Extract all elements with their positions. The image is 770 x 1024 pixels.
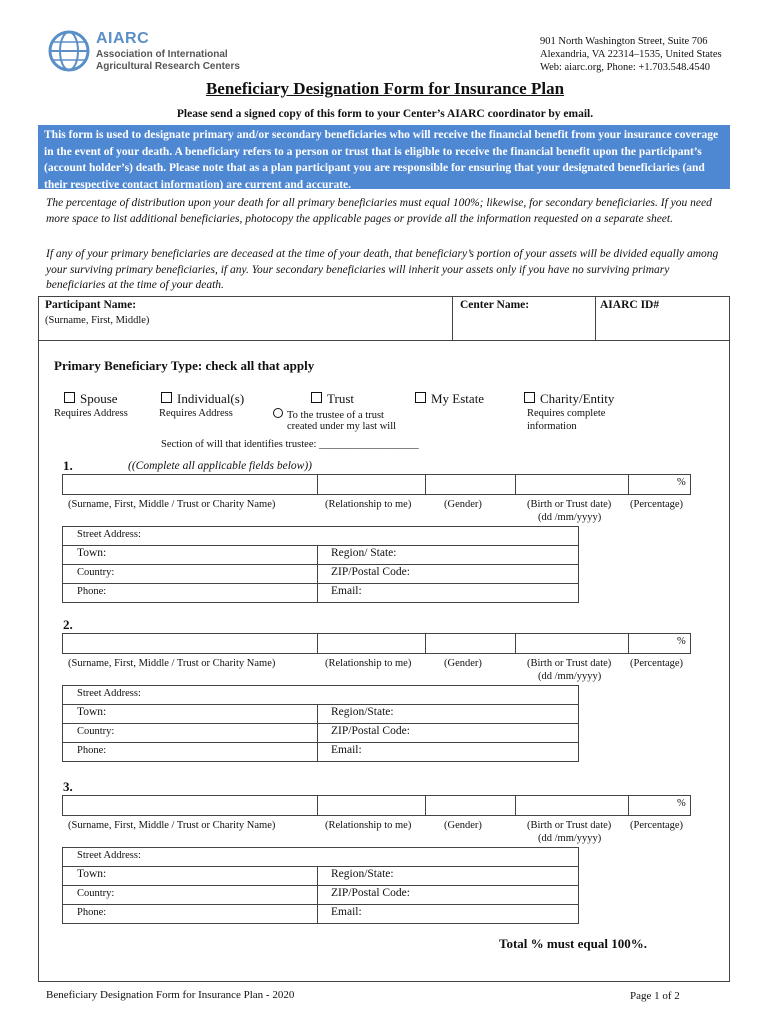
address-row-divider (62, 545, 579, 546)
org-address (540, 35, 722, 74)
gender-caption: (Gender) (444, 820, 482, 831)
trust-label: Trust (327, 391, 354, 406)
birth-date-input[interactable] (515, 474, 629, 495)
percent-sign: % (677, 477, 686, 488)
logo-text: AIARC (96, 30, 150, 47)
individual-checkbox[interactable] (161, 392, 172, 403)
zip-field[interactable]: ZIP/Postal Code: (331, 887, 410, 899)
zip-field[interactable]: ZIP/Postal Code: (331, 725, 410, 737)
percentage-caption: (Percentage) (630, 658, 684, 669)
center-name-input[interactable] (455, 313, 593, 338)
beneficiary-name-input[interactable] (62, 474, 318, 495)
charity-checkbox[interactable] (524, 392, 535, 403)
gender-input[interactable] (425, 795, 516, 816)
center-divider (452, 296, 453, 340)
address-row-divider (62, 742, 579, 743)
birth-date-caption: (Birth or Trust date) (527, 658, 612, 669)
center-name-label: Center Name: (460, 299, 530, 311)
birth-date-caption: (Birth or Trust date) (527, 499, 612, 510)
town-field[interactable]: Town: (77, 706, 107, 718)
aiarc-id-input[interactable] (598, 313, 728, 338)
participant-name-input[interactable] (40, 313, 450, 338)
will-section-line[interactable]: Section of will that identifies trustee: ___________________ (161, 439, 419, 450)
town-field[interactable]: Town: (77, 868, 107, 880)
birth-date-input[interactable] (515, 633, 629, 654)
address-col-divider (317, 866, 318, 924)
relationship-caption: (Relationship to me) (325, 658, 412, 669)
phone-field[interactable]: Phone: (77, 586, 107, 597)
address-row-divider (62, 904, 579, 905)
individual-note: Requires Address (159, 408, 233, 419)
form-title: Beneficiary Designation Form for Insurance Plan (205, 79, 565, 98)
distribution-paragraph: The percentage of distribution upon your death for all primary beneficiaries must equal 100%; likewise, for secondary beneficiaries. If you need more space to list additional beneficiaries, photocopy the applicable pages or provide all the information requested on a separate sheet. (46, 197, 712, 225)
region-field[interactable]: Region/State: (331, 706, 394, 718)
date-format-caption: (dd /mm/yyyy) (538, 512, 602, 523)
org-name-line1: Association of International (96, 49, 228, 60)
spouse-note: Requires Address (54, 408, 128, 419)
spouse-option[interactable] (64, 391, 118, 407)
email-field[interactable]: Email: (331, 744, 362, 756)
address-row-divider (62, 885, 579, 886)
zip-field[interactable]: ZIP/Postal Code: (331, 566, 410, 578)
percentage-caption: (Percentage) (630, 499, 684, 510)
beneficiary-number: 1. (63, 458, 73, 473)
estate-option[interactable] (415, 391, 484, 407)
address-line3: Web: aiarc.org, Phone: +1.703.548.4540 (540, 62, 710, 73)
gender-input[interactable] (425, 474, 516, 495)
deceased-paragraph: If any of your primary beneficiaries are deceased at the time of your death, that beneficiary’s portion of your assets will be divided equally among your surviving primary beneficiaries, if any. Your secondary beneficiaries will inherit your assets only if you have no surviving primary beneficiaries at the time of your death. (46, 248, 719, 291)
birth-date-input[interactable] (515, 795, 629, 816)
spouse-label: Spouse (80, 391, 118, 406)
phone-field[interactable]: Phone: (77, 745, 107, 756)
total-note: Total % must equal 100%. (499, 936, 647, 951)
address-col-divider (317, 704, 318, 762)
address-col-divider (317, 545, 318, 603)
street-address-field[interactable]: Street Address: (77, 688, 141, 699)
country-field[interactable]: Country: (77, 888, 115, 899)
footer-title: Beneficiary Designation Form for Insurance Plan - 2020 (46, 989, 295, 1001)
country-field[interactable]: Country: (77, 567, 115, 578)
gender-input[interactable] (425, 633, 516, 654)
town-field[interactable]: Town: (77, 547, 107, 559)
org-name-line2: Agricultural Research Centers (96, 61, 240, 72)
trust-note-1-text: To the trustee of a trust (287, 410, 384, 421)
relationship-caption: (Relationship to me) (325, 499, 412, 510)
estate-checkbox[interactable] (415, 392, 426, 403)
relationship-input[interactable] (317, 633, 426, 654)
trust-checkbox[interactable] (311, 392, 322, 403)
name-caption: (Surname, First, Middle / Trust or Charity Name) (68, 820, 276, 831)
percentage-caption: (Percentage) (630, 820, 684, 831)
region-field[interactable]: Region/ State: (331, 547, 397, 559)
aiarc-globe-logo-icon (48, 30, 90, 72)
spouse-checkbox[interactable] (64, 392, 75, 403)
country-field[interactable]: Country: (77, 726, 115, 737)
send-instruction: Please send a signed copy of this form to your Center’s AIARC coordinator by email. (176, 108, 594, 120)
trust-note-2: created under my last will (287, 421, 397, 432)
beneficiary-type-heading: Primary Beneficiary Type: check all that apply (54, 358, 315, 373)
relationship-caption: (Relationship to me) (325, 820, 412, 831)
name-caption: (Surname, First, Middle / Trust or Charity Name) (68, 499, 276, 510)
individual-label: Individual(s) (177, 391, 245, 406)
percent-sign: % (677, 636, 686, 647)
estate-label: My Estate (431, 391, 485, 406)
gender-caption: (Gender) (444, 499, 482, 510)
phone-field[interactable]: Phone: (77, 907, 107, 918)
complete-note-text: (Complete all applicable fields below) (131, 460, 309, 472)
relationship-input[interactable] (317, 474, 426, 495)
address-row-divider (62, 704, 579, 705)
address-row-divider (62, 564, 579, 565)
beneficiary-name-input[interactable] (62, 795, 318, 816)
trust-note-1[interactable] (273, 408, 384, 421)
address-row-divider (62, 723, 579, 724)
address-line1: 901 North Washington Street, Suite 706 (540, 36, 708, 47)
charity-option[interactable] (524, 391, 614, 407)
relationship-input[interactable] (317, 795, 426, 816)
participant-divider (38, 340, 730, 341)
page-number: Page 1 of 2 (630, 990, 680, 1002)
email-field[interactable]: Email: (331, 906, 362, 918)
street-address-field[interactable]: Street Address: (77, 529, 141, 540)
street-address-field[interactable]: Street Address: (77, 850, 141, 861)
charity-note-1: Requires complete (527, 408, 606, 419)
charity-note-2: information (527, 421, 577, 432)
address-row-divider (62, 583, 579, 584)
intro-box: This form is used to designate primary and/or secondary beneficiaries who will receive the financial benefit from your insurance coverage in the event of your death. A beneficiary refers to a person or trust that is eligible to receive the financial benefit upon the participant’s (account holder’s) death. Please note that as a plan participant you are responsible for ensuring that your designated beneficiaries (and their respective contact information) are current and accurate. (38, 125, 730, 189)
gender-caption: (Gender) (444, 658, 482, 669)
email-field[interactable]: Email: (331, 585, 362, 597)
beneficiary-number: 2. (63, 617, 73, 632)
complete-fields-note: ((Complete all applicable fields below)) (128, 460, 312, 472)
trust-option[interactable] (311, 391, 354, 407)
individual-option[interactable] (161, 391, 244, 407)
org-name (96, 49, 240, 73)
name-caption: (Surname, First, Middle / Trust or Charity Name) (68, 658, 276, 669)
aiarc-id-label: AIARC ID# (600, 299, 660, 311)
beneficiary-number: 3. (63, 779, 73, 794)
charity-label: Charity/Entity (540, 391, 615, 406)
percent-sign: % (677, 798, 686, 809)
trust-radio-icon[interactable] (273, 408, 283, 418)
region-field[interactable]: Region/State: (331, 868, 394, 880)
participant-name-label: Participant Name: (45, 299, 137, 311)
birth-date-caption: (Birth or Trust date) (527, 820, 612, 831)
beneficiary-name-input[interactable] (62, 633, 318, 654)
id-divider (595, 296, 596, 340)
address-line2: Alexandria, VA 22314–1535, United States (540, 49, 722, 60)
participant-name-hint: (Surname, First, Middle) (45, 315, 150, 326)
date-format-caption: (dd /mm/yyyy) (538, 671, 602, 682)
address-row-divider (62, 866, 579, 867)
date-format-caption: (dd /mm/yyyy) (538, 833, 602, 844)
